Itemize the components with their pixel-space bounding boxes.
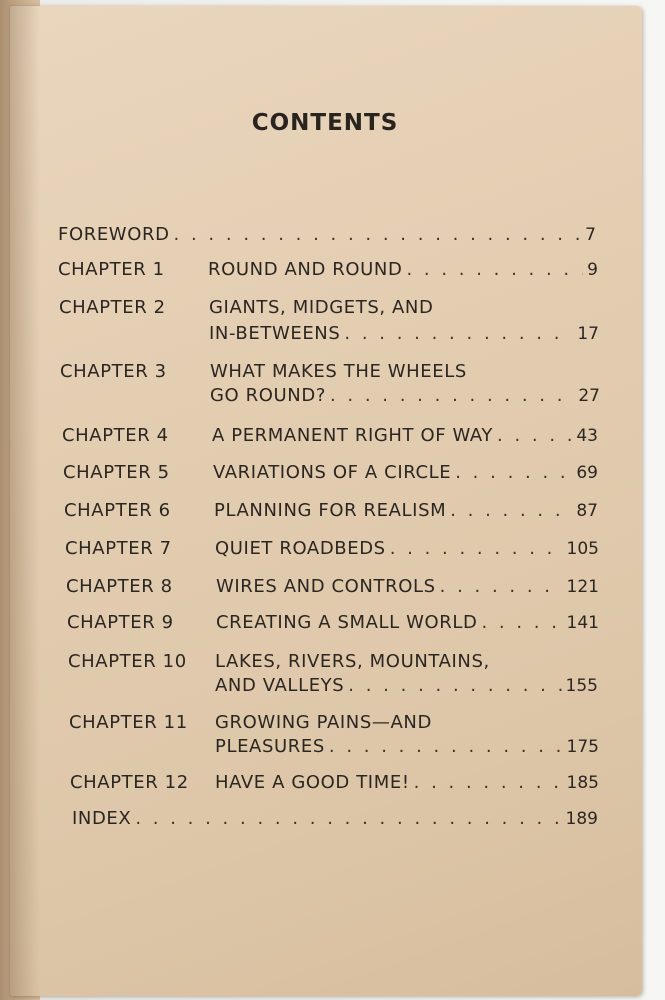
toc-line <box>209 323 599 347</box>
leader-dots <box>135 808 561 829</box>
toc-entry-label: FOREWORD <box>58 224 170 245</box>
toc-line <box>216 576 599 600</box>
leader-dots <box>406 259 583 280</box>
chapter-title: A PERMANENT RIGHT OF WAY <box>212 425 494 446</box>
toc-page-number: 43 <box>576 426 598 446</box>
chapter-title-continued: PLEASURES <box>215 736 325 757</box>
chapter-title: GROWING PAINS—AND <box>215 712 432 733</box>
toc-line <box>215 736 599 760</box>
toc-line <box>215 651 598 675</box>
toc-line <box>208 259 598 283</box>
toc-page-number: 17 <box>577 324 599 344</box>
chapter-title: PLANNING FOR REALISM <box>214 500 447 521</box>
chapter-title: GIANTS, MIDGETS, AND <box>209 297 434 318</box>
chapter-label: CHAPTER 6 <box>64 500 171 521</box>
toc-line <box>213 462 598 486</box>
toc-page-number: 69 <box>576 463 598 483</box>
chapter-label: CHAPTER 3 <box>60 361 167 382</box>
chapter-title-continued: IN-BETWEENS <box>209 323 341 344</box>
toc-entry-chapter-2 <box>59 297 599 367</box>
chapter-title-continued: AND VALLEYS <box>215 675 345 696</box>
leader-dots <box>329 736 563 757</box>
toc-page-number: 185 <box>566 773 599 793</box>
chapter-label: CHAPTER 9 <box>67 612 174 633</box>
chapter-title: WIRES AND CONTROLS <box>216 576 436 597</box>
chapter-label: CHAPTER 8 <box>66 576 173 597</box>
chapter-title: ROUND AND ROUND <box>208 259 403 280</box>
chapter-label: CHAPTER 5 <box>63 462 170 483</box>
toc-page-number: 175 <box>566 737 599 757</box>
chapter-label: CHAPTER 10 <box>68 651 187 672</box>
leader-dots <box>348 675 561 696</box>
toc-page-number: 155 <box>565 676 598 696</box>
toc-entry-label: INDEX <box>72 808 132 829</box>
leader-dots <box>390 538 563 559</box>
chapter-label: CHAPTER 1 <box>58 259 165 280</box>
toc-line <box>214 500 598 524</box>
leader-dots <box>174 224 582 245</box>
leader-dots <box>450 500 572 521</box>
chapter-title: QUIET ROADBEDS <box>215 538 386 559</box>
chapter-label: CHAPTER 11 <box>69 712 188 733</box>
page-title: CONTENTS <box>251 110 399 136</box>
toc-entry-index <box>72 808 612 878</box>
leader-dots <box>440 576 563 597</box>
chapter-title: LAKES, RIVERS, MOUNTAINS, <box>215 651 490 672</box>
leader-dots <box>481 612 562 633</box>
toc-page-number: 141 <box>566 613 599 633</box>
toc-line <box>210 385 600 409</box>
leader-dots <box>455 462 572 483</box>
leader-dots <box>497 425 572 446</box>
toc-entry-chapter-10 <box>68 651 608 721</box>
chapter-label: CHAPTER 2 <box>59 297 166 318</box>
toc-line <box>72 808 598 832</box>
toc-page-number: 189 <box>565 809 598 829</box>
leader-dots <box>344 323 573 344</box>
toc-page-number: 105 <box>566 539 599 559</box>
chapter-label: CHAPTER 7 <box>65 538 172 559</box>
toc-line <box>215 772 599 796</box>
toc-page-number: 7 <box>585 225 596 245</box>
toc-line <box>216 612 599 636</box>
toc-page-number: 121 <box>566 577 599 597</box>
chapter-label: CHAPTER 12 <box>70 772 189 793</box>
chapter-title: HAVE A GOOD TIME! <box>215 772 410 793</box>
toc-page-number: 9 <box>587 260 598 280</box>
chapter-title: WHAT MAKES THE WHEELS <box>210 361 467 382</box>
toc-line <box>210 361 600 385</box>
toc-line <box>209 297 599 321</box>
leader-dots <box>330 385 574 406</box>
chapter-title-continued: GO ROUND? <box>210 385 326 406</box>
toc-line <box>215 675 598 699</box>
toc-page-number: 27 <box>578 386 600 406</box>
chapter-title: VARIATIONS OF A CIRCLE <box>213 462 452 483</box>
toc-line <box>58 224 596 248</box>
toc-line <box>215 538 599 562</box>
toc-entry-chapter-3 <box>60 361 600 431</box>
toc-page-number: 87 <box>576 501 598 521</box>
toc-line <box>212 425 598 449</box>
leader-dots <box>414 772 563 793</box>
chapter-title: CREATING A SMALL WORLD <box>216 612 478 633</box>
toc-line <box>215 712 599 736</box>
chapter-label: CHAPTER 4 <box>62 425 169 446</box>
